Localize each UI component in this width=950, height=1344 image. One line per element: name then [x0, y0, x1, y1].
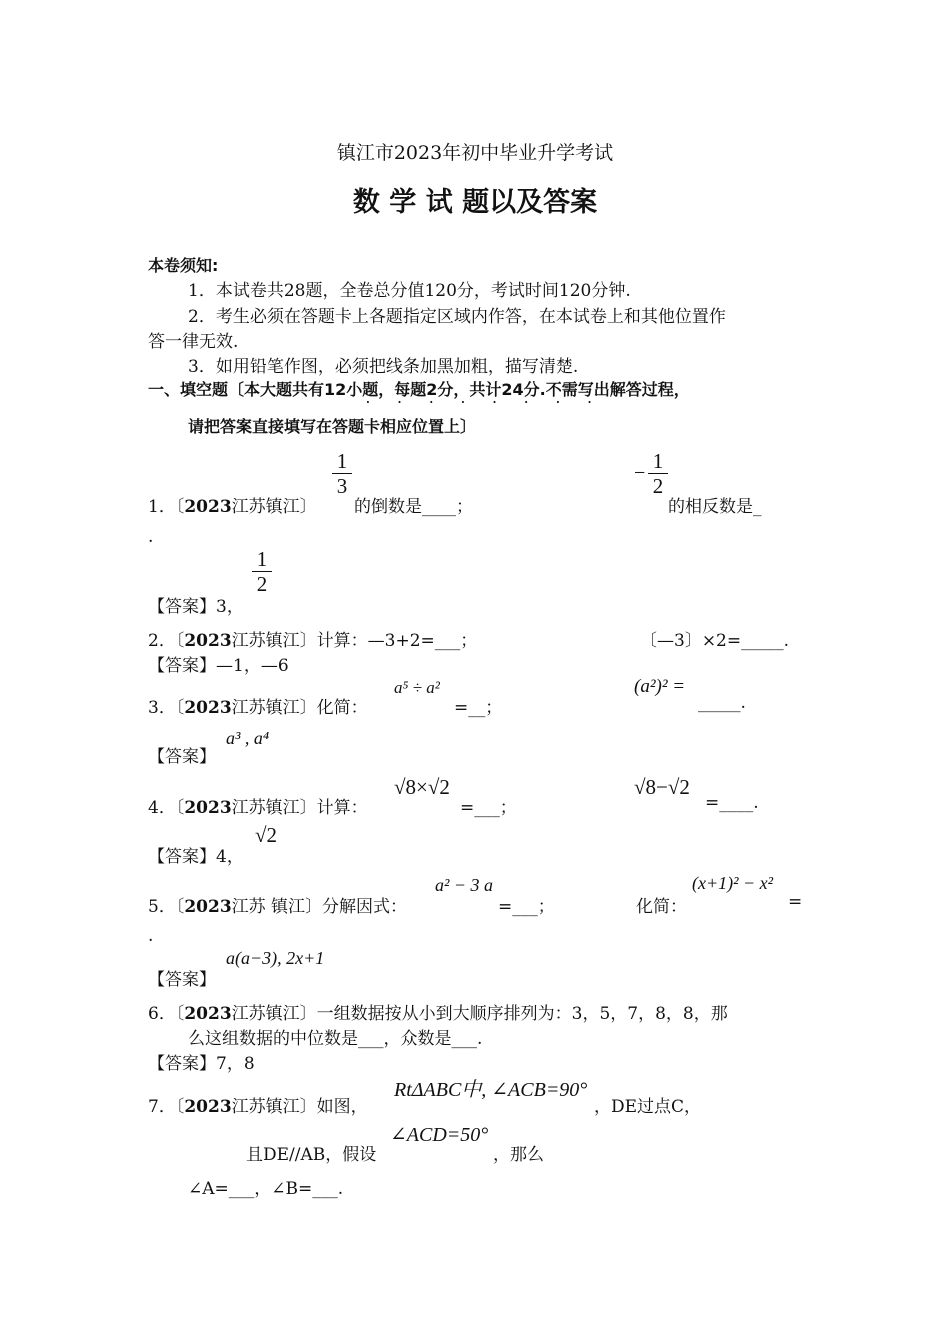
- minus-sign: −: [634, 462, 646, 484]
- emphasis-dots: · · · · · · · ·: [366, 396, 604, 409]
- blank: =: [788, 892, 803, 912]
- blank: =___；: [498, 897, 555, 917]
- page-title: 数 学 试 题以及答案: [352, 187, 598, 218]
- question-7-line-2b: ，那么: [493, 1145, 544, 1165]
- question-1-text-2: 的相反数是_: [668, 497, 762, 517]
- question-7-line-3: ∠A=___，∠B=___.: [188, 1179, 344, 1199]
- expression-a2-minus-3a: a² − 3 a: [435, 875, 494, 895]
- fraction-one-half: 1 2: [648, 450, 668, 497]
- notice-item: 2．考生必须在答题卡上各题指定区域内作答，在本试卷上和其他位置作: [188, 307, 726, 327]
- expression-sqrt8-minus-sqrt2: √8−√2: [634, 775, 690, 799]
- question-7: 7．〔2023江苏镇江〕如图，: [148, 1097, 368, 1117]
- exam-title: 镇江市2023年初中毕业升学考试: [336, 142, 614, 164]
- notice-item: 答一律无效.: [148, 332, 239, 352]
- section-instruction: 请把答案直接填写在答题卡相应位置上〕: [188, 417, 477, 436]
- blank: =____.: [705, 793, 759, 813]
- answer-3-label: 【答案】: [148, 747, 216, 767]
- answer-3: a³ , a⁴: [226, 728, 270, 748]
- blank: =__；: [454, 698, 503, 718]
- question-5: 5．〔2023江苏 镇江〕分解因式：: [148, 897, 408, 917]
- answer-4-sqrt2: √2: [255, 823, 278, 847]
- expression-angle-acd: ∠ACD=50°: [390, 1124, 489, 1146]
- answer-5-label: 【答案】: [148, 970, 216, 990]
- answer-4: 【答案】4，: [148, 847, 244, 867]
- fraction-one-third: 1 3: [332, 450, 352, 497]
- answer-2: 【答案】—1，—6: [148, 656, 289, 676]
- blank: _____.: [698, 693, 746, 713]
- answer-6: 【答案】7，8: [148, 1054, 255, 1074]
- answer-5: a(a−3), 2x+1: [226, 948, 325, 968]
- question-5-label: 化简：: [636, 897, 687, 917]
- question-1-text: 的倒数是____；: [354, 497, 473, 517]
- notice-item: 1．本试卷共28题，全卷总分值120分，考试时间120分钟.: [188, 281, 631, 301]
- question-5-dot: .: [148, 926, 154, 946]
- expression-a5-div-a2: a⁵ ÷ a²: [394, 678, 440, 697]
- question-6: 6．〔2023江苏镇江〕一组数据按从小到大顺序排列为：3，5，7，8，8，那: [148, 1004, 728, 1024]
- notice-heading: 本卷须知:: [148, 256, 219, 275]
- answer-fraction: 1 2: [252, 548, 272, 595]
- answer-1: 【答案】3，: [148, 597, 244, 617]
- question-6-line-2: 么这组数据的中位数是___，众数是___.: [188, 1029, 483, 1049]
- question-1: 1．〔2023江苏镇江〕: [148, 497, 317, 517]
- question-1-dot: .: [148, 527, 154, 547]
- expression-sqrt8-times-sqrt2: √8×√2: [394, 775, 450, 799]
- expression-a2-squared: (a²)² =: [634, 676, 686, 697]
- question-2-part-2: 〔—3〕×2=_____.: [640, 631, 790, 651]
- question-7-line-2: 且DE//AB，假设: [246, 1145, 377, 1165]
- expression-x-plus-1-squared: (x+1)² − x²: [692, 873, 774, 893]
- expression-right-triangle: RtΔABC中, ∠ACB=90°: [394, 1079, 588, 1101]
- section-heading: 一、填空题〔本大题共有12小题，每题2分，共计24分.不需写出解答过程，: [148, 380, 690, 399]
- notice-item: 3．如用铅笔作图，必须把线条加黑加粗，描写清楚.: [188, 357, 579, 377]
- blank: =___；: [460, 798, 517, 818]
- question-4: 4．〔2023江苏镇江〕计算：: [148, 798, 368, 818]
- question-7-text-2: ，DE过点C，: [594, 1097, 702, 1117]
- question-3: 3．〔2023江苏镇江〕化简：: [148, 698, 368, 718]
- question-2: 2．〔2023江苏镇江〕计算：—3+2=___；: [148, 631, 478, 651]
